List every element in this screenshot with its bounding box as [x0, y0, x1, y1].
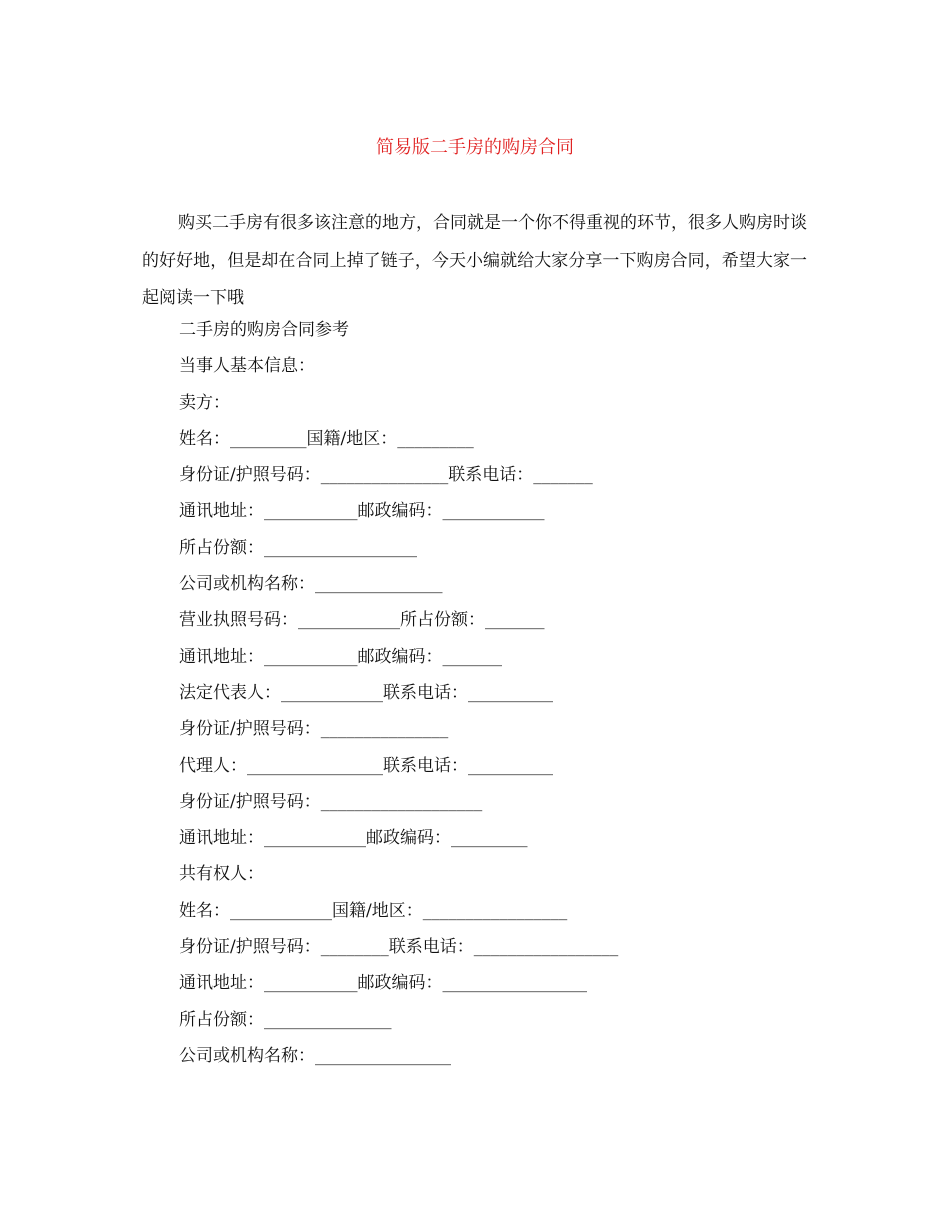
seller-id-phone-field: 身份证/护照号码：_______________联系电话：_______: [179, 465, 593, 485]
agent-address-postcode-field: 通讯地址：____________邮政编码：_________: [179, 828, 528, 848]
co-owner-name-nationality-field: 姓名：____________国籍/地区：_________________: [179, 901, 568, 921]
seller-name-nationality-field: 姓名：_________国籍/地区：_________: [179, 429, 474, 449]
seller-company-address-postcode-field: 通讯地址：___________邮政编码：_______: [179, 647, 502, 667]
document-title: 简易版二手房的购房合同: [376, 137, 574, 158]
legal-rep-phone-field: 法定代表人：____________联系电话：__________: [179, 683, 553, 703]
agent-phone-field: 代理人：________________联系电话：__________: [179, 756, 553, 776]
seller-label: 卖方：: [179, 393, 230, 413]
agent-id-field: 身份证/护照号码：___________________: [179, 792, 483, 812]
co-owner-company-name-field: 公司或机构名称：________________: [179, 1046, 451, 1066]
seller-address-postcode-field: 通讯地址：___________邮政编码：____________: [179, 501, 545, 521]
intro-paragraph: 购买二手房有很多该注意的地方，合同就是一个你不得重视的环节，很多人购房时谈的好好地，但是却在合同上掉了链子，今天小编就给大家分享一下购房合同，希望大家一起阅读一下哦: [142, 213, 807, 308]
legal-rep-id-field: 身份证/护照号码：_______________: [179, 719, 449, 739]
parties-info-label: 当事人基本信息：: [179, 356, 315, 376]
co-owner-address-postcode-field: 通讯地址：___________邮政编码：_________________: [179, 973, 587, 993]
co-owner-share-field: 所占份额：_______________: [179, 1010, 392, 1030]
seller-share-field: 所占份额：__________________: [179, 538, 417, 558]
seller-license-share-field: 营业执照号码：____________所占份额：_______: [179, 610, 545, 630]
co-owner-id-phone-field: 身份证/护照号码：________联系电话：_________________: [179, 937, 619, 957]
section-heading: 二手房的购房合同参考: [179, 320, 349, 340]
seller-company-name-field: 公司或机构名称：_______________: [179, 574, 443, 594]
co-owner-label: 共有权人：: [179, 864, 264, 884]
